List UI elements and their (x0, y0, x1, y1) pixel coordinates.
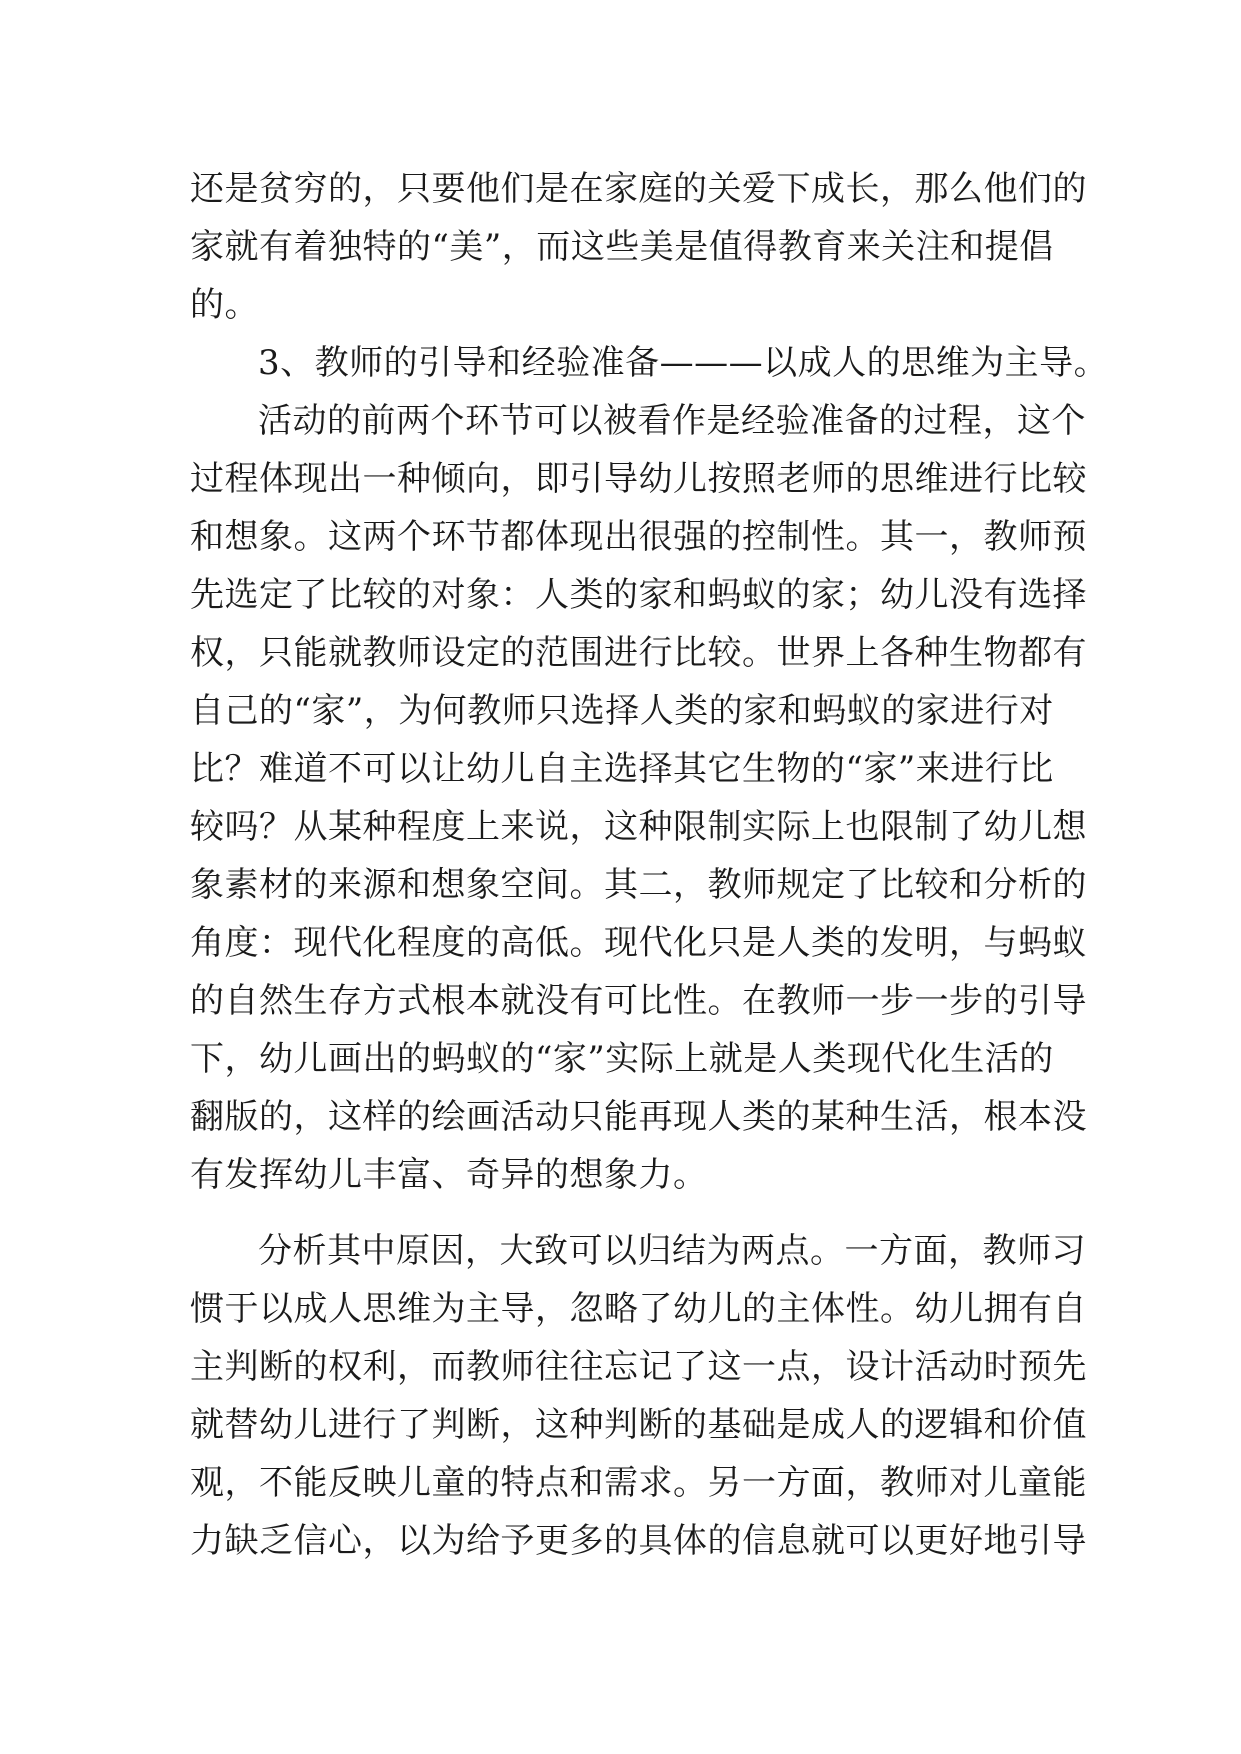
text-line: 力缺乏信心，以为给予更多的具体的信息就可以更好地引导 (190, 1521, 1087, 1561)
text-line: 较吗？从某种程度上来说，这种限制实际上也限制了幼儿想 (190, 807, 1087, 847)
text-line: 先选定了比较的对象：人类的家和蚂蚁的家；幼儿没有选择 (190, 575, 1087, 615)
text-line: 下，幼儿画出的蚂蚁的“家”实际上就是人类现代化生活的 (190, 1039, 1054, 1079)
text-line: 的。 (190, 285, 259, 325)
text-line: 权，只能就教师设定的范围进行比较。世界上各种生物都有 (190, 633, 1087, 673)
text-line: 还是贫穷的，只要他们是在家庭的关爱下成长，那么他们的 (190, 169, 1087, 209)
text-line: 比？难道不可以让幼儿自主选择其它生物的“家”来进行比 (190, 749, 1054, 789)
section-heading: 3、教师的引导和经验准备———以成人的思维为主导。 (258, 343, 1109, 383)
text-line: 象素材的来源和想象空间。其二，教师规定了比较和分析的 (190, 865, 1087, 905)
text-line: 过程体现出一种倾向，即引导幼儿按照老师的思维进行比较 (190, 459, 1087, 499)
text-line: 惯于以成人思维为主导，忽略了幼儿的主体性。幼儿拥有自 (190, 1289, 1087, 1329)
text-line: 和想象。这两个环节都体现出很强的控制性。其一，教师预 (190, 517, 1087, 557)
text-line: 主判断的权利，而教师往往忘记了这一点，设计活动时预先 (190, 1347, 1087, 1387)
text-line: 有发挥幼儿丰富、奇异的想象力。 (190, 1155, 708, 1195)
text-line: 就替幼儿进行了判断，这种判断的基础是成人的逻辑和价值 (190, 1405, 1087, 1445)
text-line: 自己的“家”，为何教师只选择人类的家和蚂蚁的家进行对 (190, 691, 1054, 731)
text-line: 的自然生存方式根本就没有可比性。在教师一步一步的引导 (190, 981, 1087, 1021)
text-line: 观，不能反映儿童的特点和需求。另一方面，教师对儿童能 (190, 1463, 1087, 1503)
text-line: 活动的前两个环节可以被看作是经验准备的过程，这个 (258, 401, 1086, 441)
text-line: 分析其中原因，大致可以归结为两点。一方面，教师习 (258, 1231, 1086, 1271)
text-line: 翻版的，这样的绘画活动只能再现人类的某种生活，根本没 (190, 1097, 1087, 1137)
text-line: 角度：现代化程度的高低。现代化只是人类的发明，与蚂蚁 (190, 923, 1087, 963)
text-line: 家就有着独特的“美”，而这些美是值得教育来关注和提倡 (190, 227, 1054, 267)
